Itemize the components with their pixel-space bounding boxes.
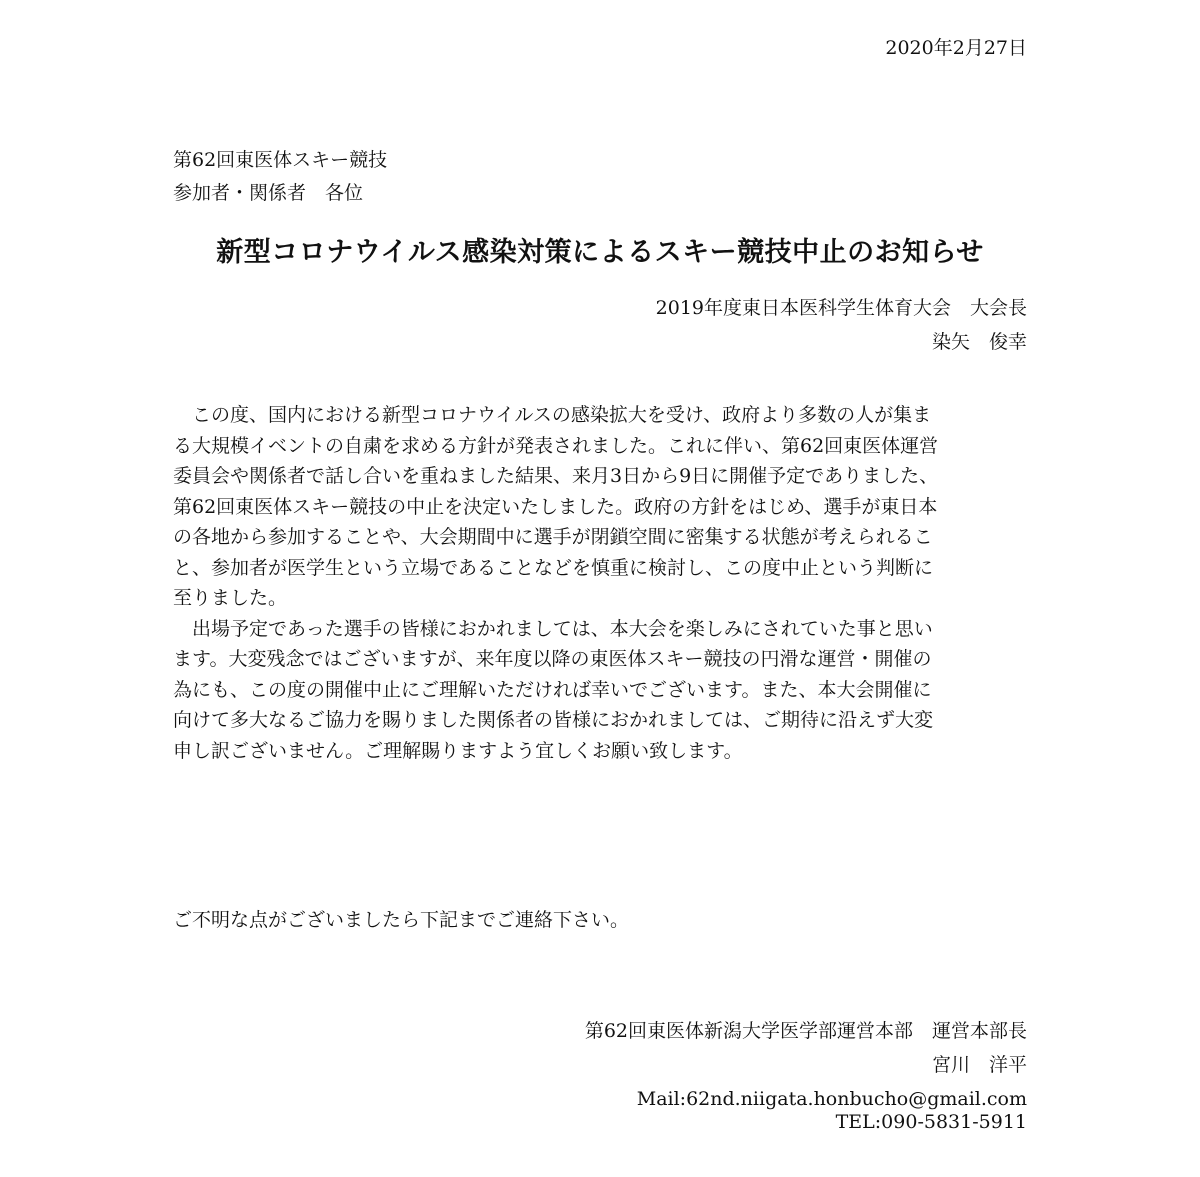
notice-body [173, 400, 1033, 766]
body-line: 至りました。 [173, 587, 288, 609]
body-line: この度、国内における新型コロナウイルスの感染拡大を受け、政府より多数の人が集ま [173, 404, 932, 426]
body-line: 委員会や関係者で話し合いを重ねました結果、来月3日から9日に開催予定でありました、 [173, 465, 939, 487]
body-line: る大規模イベントの自粛を求める方針が発表されました。これに伴い、第62回東医体運営 [173, 434, 939, 457]
body-line: 申し訳ございません。ご理解賜りますよう宜しくお願い致します。 [173, 739, 743, 762]
notice-title: 新型コロナウイルス感染対策によるスキー競技中止のお知らせ [216, 237, 984, 268]
body-line: 為にも、この度の開催中止にご理解いただければ幸いでございます。また、本大会開催に [173, 678, 932, 701]
contact-note: ご不明な点がございましたら下記までご連絡下さい。 [173, 909, 630, 931]
body-line: 出場予定であった選手の皆様におかれましては、本大会を楽しみにされていた事と思い [173, 617, 933, 640]
body-paragraph-1 [173, 400, 1033, 614]
body-line: ます。大変残念ではございますが、来年度以降の東医体スキー競技の円滑な運営・開催の [173, 648, 932, 670]
body-line: 向けて多大なるご協力を賜りました関係者の皆様におかれましては、ご期待に沿えず大変 [173, 709, 934, 731]
body-line: 第62回東医体スキー競技の中止を決定いたしました。政府の方針をはじめ、選手が東日本 [173, 495, 938, 518]
recipient-addressees: 参加者・関係者 各位 [173, 182, 364, 204]
footer-name: 宮川 洋平 [931, 1054, 1027, 1076]
sender-name: 染矢 俊幸 [931, 331, 1027, 353]
footer-email: Mail:62nd.niigata.honbucho@gmail.com [636, 1088, 1027, 1110]
recipient-event: 第62回東医体スキー競技 [173, 149, 388, 171]
footer-organization: 第62回東医体新潟大学医学部運営本部 運営本部長 [584, 1020, 1027, 1042]
body-line: の各地から参加することや、大会期間中に選手が閉鎖空間に密集する状態が考えられるこ [173, 526, 933, 548]
body-paragraph-2 [173, 614, 1033, 767]
footer-phone: TEL:090-5831-5911 [835, 1111, 1027, 1133]
body-line: と、参加者が医学生という立場であることなどを慎重に検討し、この度中止という判断に [173, 556, 934, 579]
document-date: 2020年2月27日 [885, 37, 1027, 59]
sender-organization: 2019年度東日本医科学生体育大会 大会長 [655, 297, 1027, 319]
